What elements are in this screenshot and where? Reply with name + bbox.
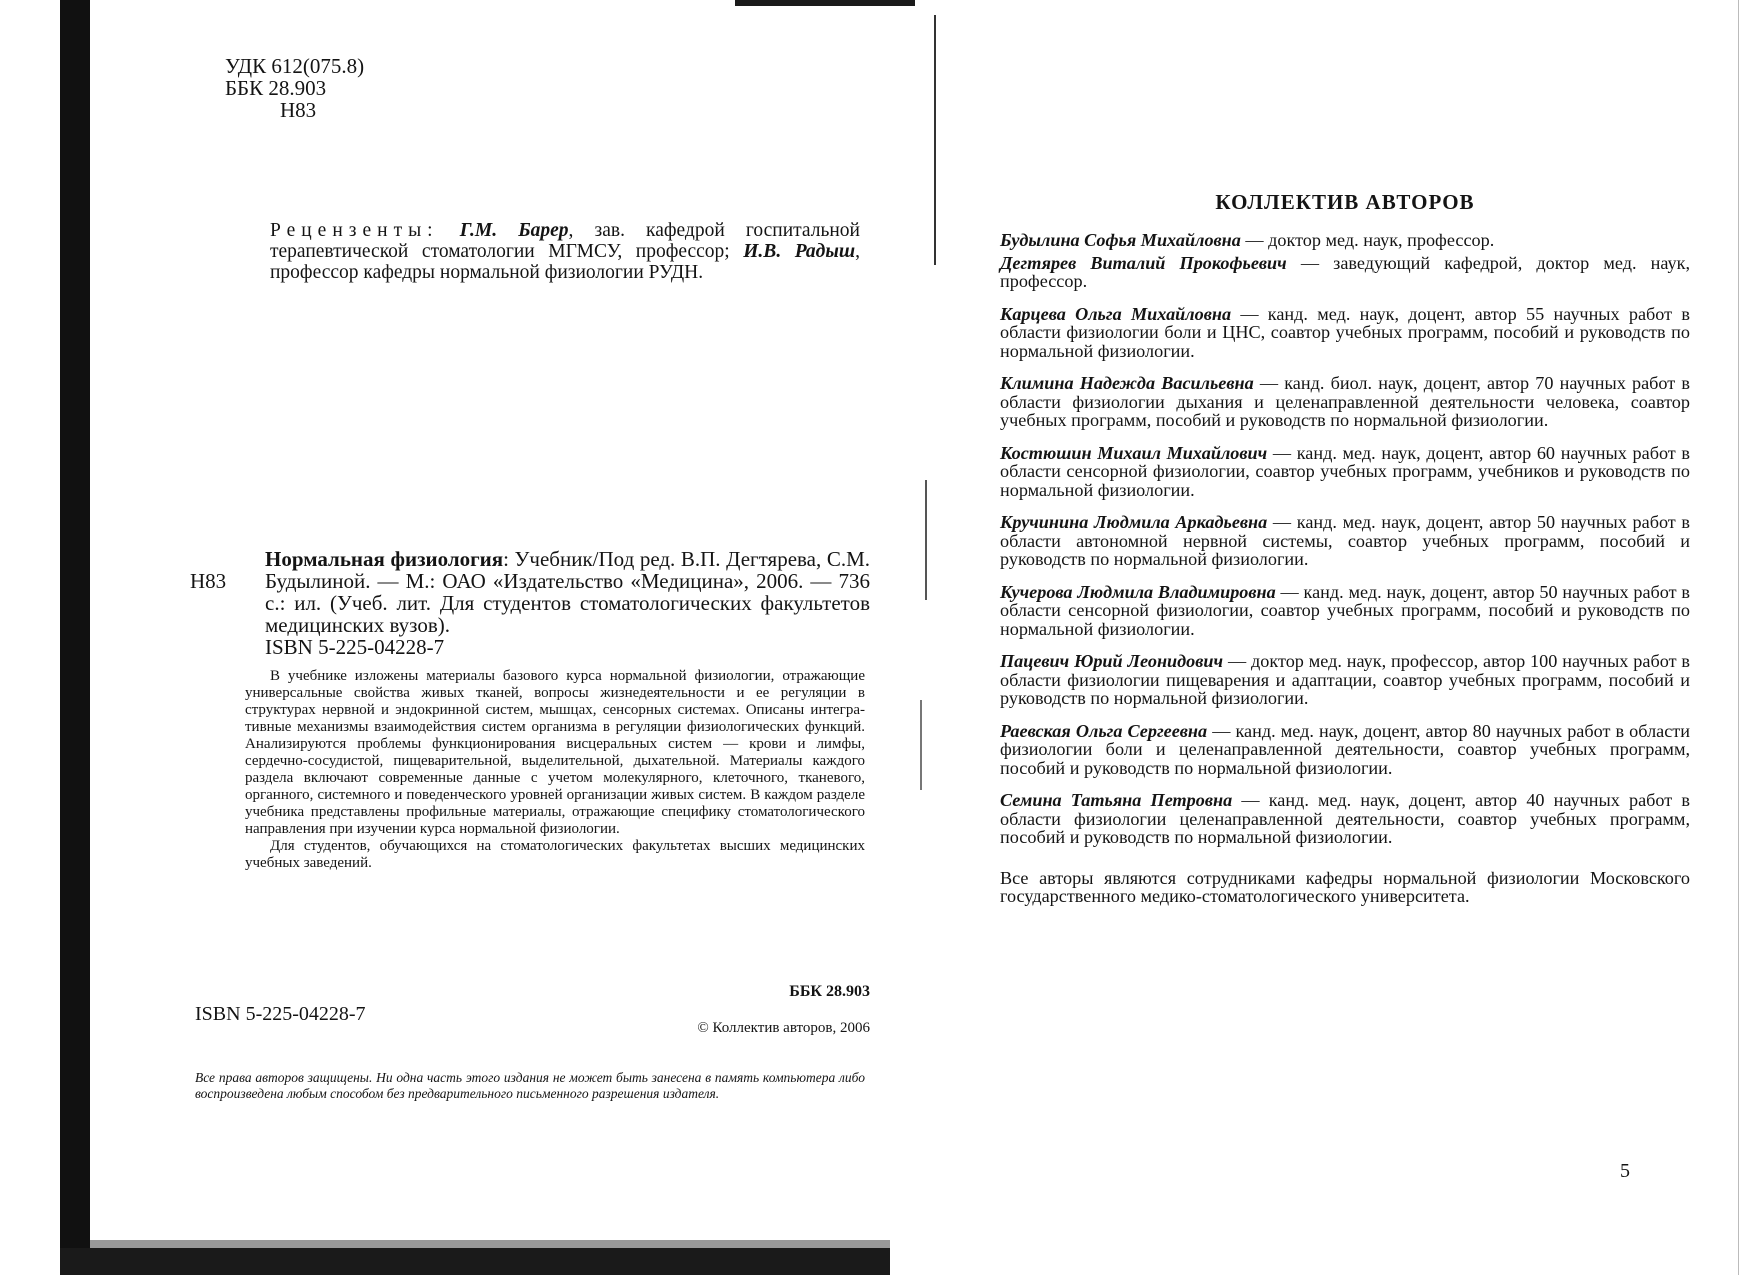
author-entry bbox=[1000, 254, 1690, 291]
abstract-paragraph: В учебнике изложены материалы базового курса нормальной физиологии, отражающие универсальные свойства живых тканей, вопросы жизнедеятельности и ее регуляции в структурах нервной и эндокринной систем, мышцах, сенсорных системах. Описаны интегративные механизмы взаимодействия систем организма в регуляции физиологических функций. Анализируются проблемы функционирования висцеральных систем — крови и лимфы, сердечно-сосудистой, пищеварительной, выделительной, дыхательной. Материалы каждого раздела включают современные данные с учетом молекулярного, клеточного, тканевого, органного, системного и поведенческого уровней организации живых систем. В каждом разделе учебника представлены профильные материалы, отражающие специфику стоматологического направления при изучении курса нормальной физиологии. bbox=[245, 668, 865, 837]
author-desc: — канд. мед. наук, доцент, автор 40 научных работ в области физиологии целенаправленной деятельности, соавтор учебных программ, пособий и руководств по нормальной физиологии. bbox=[1000, 790, 1690, 847]
left-page bbox=[120, 40, 870, 1220]
reviewer-desc: , профессор кафедры нормальной физиологии РУДН. bbox=[270, 241, 860, 283]
author-entry bbox=[1000, 513, 1690, 569]
copyright: © Коллектив авторов, 2006 bbox=[697, 1020, 870, 1036]
author-entry bbox=[1000, 444, 1690, 500]
biblio-text: : Учебник/Под ред. В.П. Дегтярева, С.М. Будылиной. — М.: ОАО «Издательство «Медицина», 2006. — 736 с.: ил. (Учеб. лит. Для студентов стоматологических факультетов медицинских вузов). bbox=[265, 547, 870, 637]
author-name: Семина Татьяна Петровна bbox=[1000, 790, 1233, 810]
gutter-line bbox=[920, 700, 922, 790]
author-entry bbox=[1000, 652, 1690, 708]
udk-code: УДК 612(075.8) bbox=[225, 54, 365, 78]
gutter-line bbox=[925, 480, 927, 600]
author-desc: — канд. мед. наук, доцент, автор 60 научных работ в области сенсорной физиологии, соавтор учебных программ, учебников и руководств по нормальной физиологии. bbox=[1000, 442, 1691, 500]
scan-edge-top bbox=[735, 0, 915, 6]
author-desc: — канд. биол. наук, доцент, автор 70 научных работ в области физиологии дыхания и целенаправленной деятельности человека, соавтор учебных программ, пособий и руководств по нормальной физиологии. bbox=[1000, 373, 1690, 430]
gutter-line bbox=[934, 15, 936, 265]
authors-list bbox=[1000, 231, 1690, 847]
bbk-code: ББК 28.903 bbox=[225, 76, 327, 100]
udk-block bbox=[225, 55, 364, 121]
biblio-mark: Н83 bbox=[190, 569, 227, 593]
author-desc: — канд. мед. наук, доцент, автор 55 научных работ в области физиологии боли и ЦНС, соавтор учебных программ, пособий и руководств по нормальной физиологии. bbox=[1000, 303, 1690, 361]
bibliographic-record bbox=[190, 548, 870, 658]
authors-title: КОЛЛЕКТИВ АВТОРОВ bbox=[1215, 190, 1475, 214]
author-entry bbox=[1000, 231, 1690, 250]
book-title: Нормальная физиология bbox=[265, 547, 504, 571]
reviewer-name: И.В. Радыш bbox=[743, 241, 856, 262]
bbk-bottom: ББК 28.903 bbox=[789, 983, 870, 1000]
reviewer-desc: , зав. кафедрой госпитальной терапевтической стоматологии МГМСУ, профессор; bbox=[270, 220, 860, 262]
author-name: Костюшин Михаил Михайлович bbox=[1000, 442, 1268, 463]
reviewers bbox=[270, 220, 860, 283]
author-name: Климина Надежда Васильевна bbox=[1000, 373, 1254, 393]
author-entry bbox=[1000, 722, 1690, 778]
page-edge-right bbox=[1738, 0, 1752, 1275]
author-mark: Н83 bbox=[280, 98, 317, 122]
author-entry bbox=[1000, 583, 1690, 639]
author-entry bbox=[1000, 791, 1690, 847]
author-name: Кучерова Людмила Владимировна bbox=[1000, 581, 1276, 602]
author-name: Дегтярев Виталий Прокофьевич bbox=[1000, 252, 1287, 273]
author-desc: — заведующий кафедрой, доктор мед. наук, профессор. bbox=[1000, 252, 1691, 291]
biblio-isbn: ISBN 5-225-04228-7 bbox=[265, 635, 445, 659]
right-page bbox=[1000, 190, 1690, 1210]
author-entry bbox=[1000, 374, 1690, 430]
page-number: 5 bbox=[1620, 1160, 1630, 1182]
author-name: Пацевич Юрий Леонидович bbox=[1000, 651, 1224, 671]
author-entry bbox=[1000, 305, 1690, 361]
abstract bbox=[245, 668, 865, 872]
author-desc: — доктор мед. наук, профессор, автор 100 научных работ в области физиологии пищеварения и адаптации, соавтор учебных программ, пособий и руководств по нормальной физиологии. bbox=[1000, 651, 1690, 708]
isbn-bottom: ISBN 5-225-04228-7 bbox=[195, 1003, 366, 1025]
scan-edge-bottom bbox=[60, 1248, 890, 1275]
author-desc: — канд. мед. наук, доцент, автор 50 научных работ в области автономной нервной системы, соавтор учебных программ, пособий и руководств по нормальной физиологии. bbox=[1000, 512, 1691, 569]
rights-notice: Все права авторов защищены. Ни одна часть этого издания не может быть занесена в память компьютера либо воспроизведена любым способом без предварительного письменного разрешения издателя. bbox=[195, 1070, 865, 1101]
author-name: Будылина Софья Михайловна bbox=[1000, 230, 1241, 250]
scan-edge-left bbox=[60, 0, 90, 1275]
author-name: Раевская Ольга Сергеевна bbox=[1000, 720, 1208, 741]
author-desc: — канд. мед. наук, доцент, автор 50 научных работ в области сенсорной физиологии, соавтор учебных программ, пособий и руководств по нормальной физиологии. bbox=[1000, 581, 1690, 639]
reviewer-name: Г.М. Барер bbox=[459, 220, 569, 241]
authors-note: Все авторы являются сотрудниками кафедры нормальной физиологии Московского государственного медико-стоматологического университета. bbox=[1000, 867, 1690, 906]
author-name: Кручинина Людмила Аркадьевна bbox=[1000, 512, 1268, 532]
abstract-paragraph: Для студентов, обучающихся на стоматологических факультетах высших медицинских учебных заведений. bbox=[245, 838, 865, 871]
author-desc: — канд. мед. наук, доцент, автор 80 научных работ в области физиологии боли и целенаправленной деятельности, соавтор учебных программ, пособий и руководств по нормальной физиологии. bbox=[1000, 720, 1690, 778]
author-name: Карцева Ольга Михайловна bbox=[1000, 303, 1232, 324]
reviewers-label: Рецензенты: bbox=[270, 220, 439, 241]
author-desc: — доктор мед. наук, профессор. bbox=[1240, 230, 1495, 250]
